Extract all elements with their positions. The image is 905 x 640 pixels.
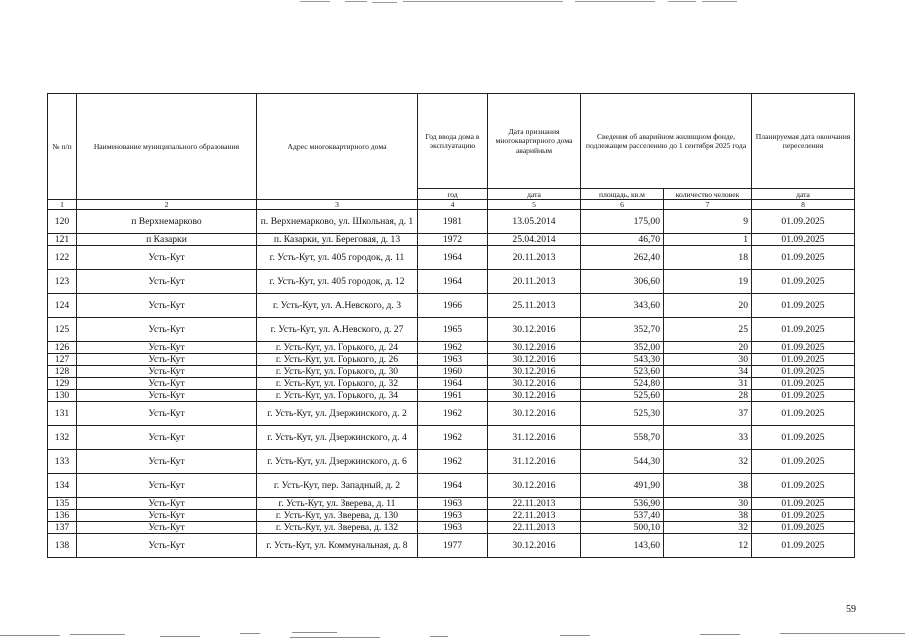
table-row [48,426,855,450]
cell-date: 30.12.2016 [488,318,581,342]
cell-municipality: п Верхнемарково [77,210,257,234]
column-number: 7 [664,200,752,210]
cell-area: 525,60 [581,390,664,402]
cell-municipality: Усть-Кут [77,534,257,558]
cell-planned: 01.09.2025 [752,426,855,450]
cell-municipality: Усть-Кут [77,426,257,450]
cell-area: 543,30 [581,354,664,366]
cell-date: 25.11.2013 [488,294,581,318]
cell-year: 1963 [418,498,488,510]
cell-year: 1964 [418,246,488,270]
cell-date: 31.12.2016 [488,426,581,450]
cell-year: 1962 [418,450,488,474]
cell-planned: 01.09.2025 [752,210,855,234]
cell-people: 30 [664,354,752,366]
subheader-date: дата [488,189,581,200]
cell-people: 19 [664,270,752,294]
cell-planned: 01.09.2025 [752,234,855,246]
header-info: Сведения об аварийном жилищном фонде, подлежащем расселению до 1 сентября 2025 года [581,94,752,189]
cell-address: г. Усть-Кут, ул. Горького, д. 32 [257,378,418,390]
cell-municipality: Усть-Кут [77,522,257,534]
cell-year: 1972 [418,234,488,246]
cell-date: 30.12.2016 [488,378,581,390]
scan-artifact-top [0,0,905,8]
cell-municipality: Усть-Кут [77,378,257,390]
cell-year: 1962 [418,402,488,426]
cell-year: 1966 [418,294,488,318]
table-row [48,498,855,510]
cell-municipality: Усть-Кут [77,354,257,366]
table-row [48,366,855,378]
table-body [48,210,855,558]
cell-no: 138 [48,534,77,558]
cell-address: г. Усть-Кут, ул. 405 городок, д. 12 [257,270,418,294]
cell-area: 525,30 [581,402,664,426]
cell-no: 128 [48,366,77,378]
table-row [48,450,855,474]
cell-area: 343,60 [581,294,664,318]
cell-area: 262,40 [581,246,664,270]
cell-municipality: Усть-Кут [77,318,257,342]
table-header [48,94,855,210]
scan-artifact-bottom [0,628,905,640]
cell-address: г. Усть-Кут, ул. Коммунальная, д. 8 [257,534,418,558]
cell-planned: 01.09.2025 [752,294,855,318]
cell-planned: 01.09.2025 [752,534,855,558]
cell-planned: 01.09.2025 [752,318,855,342]
cell-year: 1964 [418,474,488,498]
cell-municipality: Усть-Кут [77,450,257,474]
cell-area: 558,70 [581,426,664,450]
cell-year: 1960 [418,366,488,378]
cell-year: 1977 [418,534,488,558]
cell-year: 1965 [418,318,488,342]
cell-address: г. Усть-Кут, ул. Дзержинского, д. 4 [257,426,418,450]
cell-people: 20 [664,342,752,354]
table-row [48,342,855,354]
cell-no: 125 [48,318,77,342]
header-address: Адрес многоквартирного дома [257,94,418,200]
cell-no: 135 [48,498,77,510]
cell-people: 12 [664,534,752,558]
cell-municipality: Усть-Кут [77,498,257,510]
cell-people: 25 [664,318,752,342]
cell-address: г. Усть-Кут, ул. А.Невского, д. 27 [257,318,418,342]
header-planned: Планируемая дата окончания переселения [752,94,855,189]
cell-date: 30.12.2016 [488,366,581,378]
cell-people: 37 [664,402,752,426]
cell-date: 22.11.2013 [488,522,581,534]
column-number: 6 [581,200,664,210]
housing-registry-table [47,93,855,558]
cell-people: 32 [664,522,752,534]
cell-planned: 01.09.2025 [752,498,855,510]
cell-area: 544,30 [581,450,664,474]
cell-address: г. Усть-Кут, пер. Западный, д. 2 [257,474,418,498]
cell-people: 32 [664,450,752,474]
table-row [48,510,855,522]
cell-people: 38 [664,474,752,498]
cell-people: 33 [664,426,752,450]
cell-date: 30.12.2016 [488,402,581,426]
cell-no: 133 [48,450,77,474]
cell-planned: 01.09.2025 [752,450,855,474]
table-row [48,294,855,318]
cell-area: 523,60 [581,366,664,378]
cell-municipality: Усть-Кут [77,246,257,270]
column-number: 4 [418,200,488,210]
column-number: 8 [752,200,855,210]
cell-no: 137 [48,522,77,534]
column-number: 1 [48,200,77,210]
cell-year: 1964 [418,378,488,390]
cell-no: 136 [48,510,77,522]
cell-people: 1 [664,234,752,246]
table-row [48,402,855,426]
cell-no: 124 [48,294,77,318]
cell-date: 20.11.2013 [488,246,581,270]
cell-year: 1964 [418,270,488,294]
cell-people: 18 [664,246,752,270]
subheader-planned-date: дата [752,189,855,200]
header-year: Год ввода дома в эксплуатацию [418,94,488,189]
table-row [48,390,855,402]
cell-area: 491,90 [581,474,664,498]
cell-planned: 01.09.2025 [752,390,855,402]
cell-area: 46,70 [581,234,664,246]
cell-address: г. Усть-Кут, ул. А.Невского, д. 3 [257,294,418,318]
cell-no: 131 [48,402,77,426]
cell-address: г. Усть-Кут, ул. Зверева, д. 130 [257,510,418,522]
table-row [48,534,855,558]
table-row [48,474,855,498]
header-municipality: Наименование муниципального образования [77,94,257,200]
cell-planned: 01.09.2025 [752,510,855,522]
cell-municipality: Усть-Кут [77,270,257,294]
cell-municipality: Усть-Кут [77,294,257,318]
table-row [48,246,855,270]
cell-planned: 01.09.2025 [752,366,855,378]
cell-address: п. Верхнемарково, ул. Школьная, д. 1 [257,210,418,234]
cell-date: 30.12.2016 [488,534,581,558]
cell-address: г. Усть-Кут, ул. Зверева, д. 132 [257,522,418,534]
cell-area: 524,80 [581,378,664,390]
cell-date: 30.12.2016 [488,390,581,402]
cell-year: 1963 [418,354,488,366]
table-row [48,234,855,246]
cell-municipality: Усть-Кут [77,474,257,498]
table-row [48,522,855,534]
cell-year: 1962 [418,342,488,354]
cell-area: 537,40 [581,510,664,522]
cell-date: 30.12.2016 [488,354,581,366]
column-number: 3 [257,200,418,210]
cell-people: 9 [664,210,752,234]
cell-people: 30 [664,498,752,510]
cell-planned: 01.09.2025 [752,474,855,498]
subheader-area: площадь, кв.м [581,189,664,200]
cell-planned: 01.09.2025 [752,378,855,390]
cell-area: 306,60 [581,270,664,294]
cell-address: г. Усть-Кут, ул. Дзержинского, д. 2 [257,402,418,426]
cell-address: г. Усть-Кут, ул. 405 городок, д. 11 [257,246,418,270]
cell-address: г. Усть-Кут, ул. Горького, д. 26 [257,354,418,366]
cell-planned: 01.09.2025 [752,246,855,270]
cell-people: 38 [664,510,752,522]
cell-year: 1962 [418,426,488,450]
cell-date: 30.12.2016 [488,474,581,498]
cell-area: 500,10 [581,522,664,534]
cell-date: 25.04.2014 [488,234,581,246]
cell-planned: 01.09.2025 [752,342,855,354]
cell-area: 536,90 [581,498,664,510]
cell-planned: 01.09.2025 [752,522,855,534]
cell-address: г. Усть-Кут, ул. Горького, д. 24 [257,342,418,354]
cell-year: 1981 [418,210,488,234]
cell-address: г. Усть-Кут, ул. Дзержинского, д. 6 [257,450,418,474]
cell-area: 352,70 [581,318,664,342]
column-number: 2 [77,200,257,210]
cell-municipality: Усть-Кут [77,366,257,378]
cell-year: 1963 [418,510,488,522]
table-row [48,354,855,366]
cell-no: 129 [48,378,77,390]
cell-no: 120 [48,210,77,234]
cell-municipality: Усть-Кут [77,402,257,426]
cell-date: 31.12.2016 [488,450,581,474]
table-row [48,318,855,342]
cell-no: 132 [48,426,77,450]
cell-area: 352,00 [581,342,664,354]
cell-municipality: Усть-Кут [77,342,257,354]
cell-date: 30.12.2016 [488,342,581,354]
table-row [48,270,855,294]
header-date-recognition: Дата признания многоквартирного дома аварийным [488,94,581,189]
cell-area: 143,60 [581,534,664,558]
cell-people: 31 [664,378,752,390]
cell-no: 123 [48,270,77,294]
cell-area: 175,00 [581,210,664,234]
cell-year: 1963 [418,522,488,534]
subheader-people: количество человек [664,189,752,200]
table-row [48,378,855,390]
cell-people: 28 [664,390,752,402]
cell-date: 22.11.2013 [488,510,581,522]
header-no: № п/п [48,94,77,200]
cell-no: 122 [48,246,77,270]
page-number: 59 [846,604,856,615]
cell-year: 1961 [418,390,488,402]
cell-planned: 01.09.2025 [752,270,855,294]
cell-date: 20.11.2013 [488,270,581,294]
cell-date: 22.11.2013 [488,498,581,510]
cell-municipality: Усть-Кут [77,390,257,402]
cell-date: 13.05.2014 [488,210,581,234]
cell-planned: 01.09.2025 [752,402,855,426]
cell-no: 134 [48,474,77,498]
cell-municipality: п Казарки [77,234,257,246]
cell-planned: 01.09.2025 [752,354,855,366]
subheader-year: год [418,189,488,200]
table-row [48,210,855,234]
cell-people: 34 [664,366,752,378]
cell-address: п. Казарки, ул. Береговая, д. 13 [257,234,418,246]
cell-no: 121 [48,234,77,246]
cell-address: г. Усть-Кут, ул. Горького, д. 30 [257,366,418,378]
cell-people: 20 [664,294,752,318]
column-number: 5 [488,200,581,210]
cell-no: 126 [48,342,77,354]
cell-no: 130 [48,390,77,402]
cell-address: г. Усть-Кут, ул. Зверева, д. 11 [257,498,418,510]
cell-address: г. Усть-Кут, ул. Горького, д. 34 [257,390,418,402]
cell-no: 127 [48,354,77,366]
cell-municipality: Усть-Кут [77,510,257,522]
